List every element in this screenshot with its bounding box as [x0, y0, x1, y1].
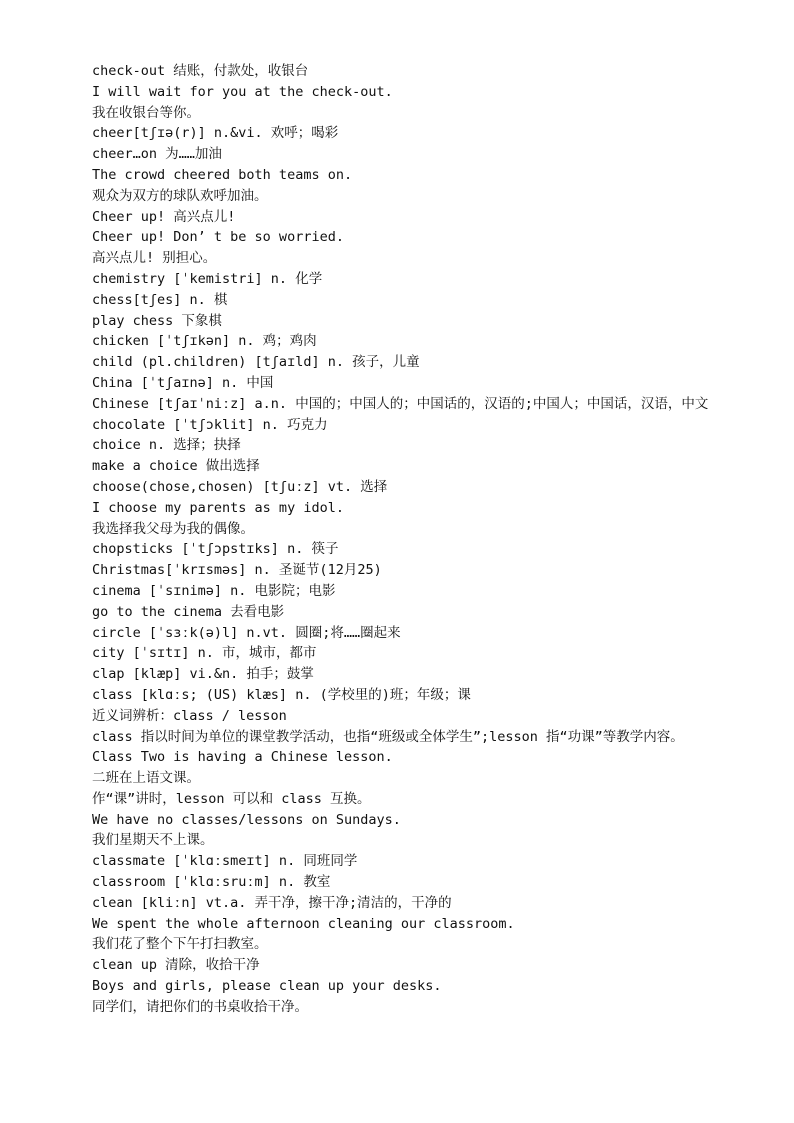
text-line: circle [ˈsɜːk(ə)l] n.vt. 圆圈;将……圈起来: [92, 624, 401, 641]
text-line: check-out 结账，付款处，收银台: [92, 63, 309, 79]
text-line: The crowd cheered both teams on.: [92, 166, 353, 183]
text-line: 二班在上语文课。: [92, 770, 200, 787]
text-line: city [ˈsɪtɪ] n. 市，城市，都市: [92, 645, 317, 662]
text-line: cinema [ˈsɪnimə] n. 电影院；电影: [92, 582, 336, 599]
text-line: clean [kliːn] vt.a. 弄干净，擦干净;清洁的，干净的: [92, 894, 452, 911]
text-line: Christmas[ˈkrɪsməs] n. 圣诞节(12月25): [92, 562, 382, 579]
text-line: play chess 下象棋: [92, 312, 222, 329]
text-line: We spent the whole afternoon cleaning our classroom.: [92, 915, 515, 932]
text-line: make a choice 做出选择: [92, 458, 260, 475]
text-line: chopsticks [ˈtʃɔpstɪks] n. 筷子: [92, 541, 339, 558]
text-line: We have no classes/lessons on Sundays.: [92, 811, 401, 828]
text-line: 作“课”讲时，lesson 可以和 class 互换。: [92, 790, 371, 807]
text-line: 同学们，请把你们的书桌收拾干净。: [92, 998, 308, 1015]
text-line: child (pl.children) [tʃaɪld] n. 孩子，儿童: [92, 354, 420, 371]
text-line: chemistry [ˈkemistri] n. 化学: [92, 270, 323, 287]
text-line: I will wait for you at the check-out.: [92, 83, 393, 100]
text-line: I choose my parents as my idol.: [92, 499, 344, 516]
text-line: 我在收银台等你。: [92, 104, 200, 121]
text-line: class 指以时间为单位的课堂教学活动，也指“班级或全体学生”;lesson 指“功课”等教学内容。: [92, 728, 684, 745]
text-line: classroom [ˈklɑːsruːm] n. 教室: [92, 874, 331, 891]
text-line: chess[tʃes] n. 棋: [92, 291, 228, 308]
text-line: clean up 清除，收拾干净: [92, 957, 260, 974]
text-line: cheer[tʃɪə(r)] n.&vi. 欢呼；喝彩: [92, 125, 339, 142]
text-line: 我们花了整个下午打扫教室。: [92, 936, 268, 953]
text-line: choose(chose,chosen) [tʃuːz] vt. 选择: [92, 478, 388, 495]
text-line: Cheer up! Don’ t be so worried.: [92, 229, 344, 246]
text-line: China [ˈtʃaɪnə] n. 中国: [92, 374, 274, 391]
text-line: cheer…on 为……加油: [92, 146, 222, 163]
text-line: Boys and girls, please clean up your desks.: [92, 978, 442, 995]
text-line: chocolate [ˈtʃɔklit] n. 巧克力: [92, 416, 328, 433]
text-line: 近义词辨析：class / lesson: [92, 707, 287, 724]
text-line: go to the cinema 去看电影: [92, 603, 285, 620]
text-line: 我们星期天不上课。: [92, 832, 214, 849]
text-line: 高兴点儿! 别担心。: [92, 250, 217, 267]
text-line: chicken [ˈtʃɪkən] n. 鸡；鸡肉: [92, 333, 317, 350]
text-line: class [klɑːs; (US) klæs] n. (学校里的)班；年级；课: [92, 686, 471, 703]
text-line: Chinese [tʃaɪˈniːz] a.n. 中国的；中国人的；中国话的，汉语的;中国人；中国话，汉语，中文: [92, 395, 709, 412]
document-body: [61, 61, 736, 1018]
text-line: Class Two is having a Chinese lesson.: [92, 749, 393, 766]
text-line: 我选择我父母为我的偶像。: [92, 520, 254, 537]
text-line: clap [klæp] vi.&n. 拍手；鼓掌: [92, 666, 314, 683]
text-line: 观众为双方的球队欢呼加油。: [92, 187, 268, 204]
text-line: choice n. 选择；抉择: [92, 437, 241, 454]
text-line: classmate [ˈklɑːsmeɪt] n. 同班同学: [92, 853, 358, 870]
text-line: Cheer up! 高兴点儿!: [92, 208, 236, 225]
